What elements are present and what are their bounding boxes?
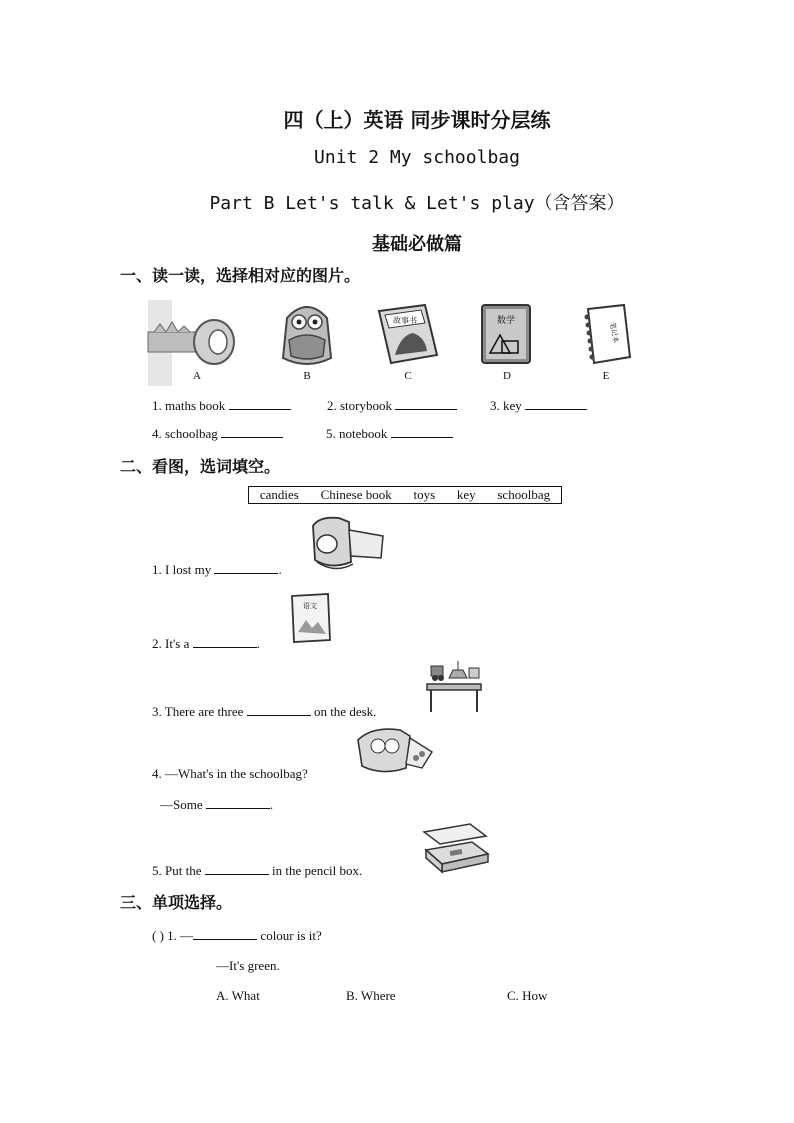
picture-letter-c: C xyxy=(404,370,412,382)
word-bank xyxy=(248,486,562,504)
s2-question-3: 3. There are three on the desk. xyxy=(152,704,377,719)
answer-blank[interactable] xyxy=(214,561,278,574)
s1-item-2: 2. storybook xyxy=(327,397,457,414)
answer-blank[interactable] xyxy=(193,635,257,648)
picture-letter-b: B xyxy=(303,370,311,382)
maths-book-icon xyxy=(480,303,534,365)
section2-heading: 二、看图，选词填空。 xyxy=(120,457,281,476)
answer-blank[interactable] xyxy=(247,703,311,716)
s2-question-2: 2. It's a . xyxy=(152,636,260,651)
answer-blank[interactable] xyxy=(205,862,269,875)
svg-text:故事书: 故事书 xyxy=(393,316,417,325)
schoolbag-icon xyxy=(305,516,385,572)
answer-blank[interactable] xyxy=(395,397,457,410)
section3-heading: 三、单项选择。 xyxy=(120,893,233,912)
picture-letter-e: E xyxy=(602,370,610,382)
answer-bracket[interactable]: ( ) xyxy=(152,928,164,943)
section1-heading: 一、读一读，选择相对应的图片。 xyxy=(120,266,361,285)
level-title: 基础必做篇 xyxy=(372,234,462,255)
svg-text:数学: 数学 xyxy=(496,316,516,326)
word-bank-item: toys xyxy=(413,487,436,502)
picture-letter-a: A xyxy=(193,370,201,382)
open-schoolbag-icon xyxy=(352,724,434,776)
s1-item-1: 1. maths book xyxy=(152,397,291,414)
s3-question-1: ( ) 1. — colour is it? xyxy=(152,928,322,943)
word-bank-item: key xyxy=(456,487,476,502)
s1-item-3: 3. key xyxy=(490,397,587,414)
s2-question-4: 4. —What's in the schoolbag? xyxy=(152,766,308,781)
s2-question-5: 5. Put the in the pencil box. xyxy=(152,863,363,878)
answer-blank[interactable] xyxy=(221,425,283,438)
answer-blank[interactable] xyxy=(229,397,291,410)
answer-blank[interactable] xyxy=(206,796,270,809)
svg-text:笔记本: 笔记本 xyxy=(608,321,620,344)
schoolbag-icon xyxy=(277,300,337,368)
notebook-icon xyxy=(578,303,634,365)
s1-item-4: 4. schoolbag xyxy=(152,425,283,442)
svg-text:语文: 语文 xyxy=(303,602,317,610)
unit-title: Unit 2 My schoolbag xyxy=(314,147,520,168)
answer-blank[interactable] xyxy=(525,397,587,410)
word-bank-item: schoolbag xyxy=(497,487,551,502)
word-bank-item: candies xyxy=(259,487,299,502)
part-title: Part B Let's talk & Let's play（含答案） xyxy=(209,193,625,214)
picture-letter-d: D xyxy=(503,370,511,382)
worksheet-title: 四（上）英语 同步课时分层练 xyxy=(283,108,551,132)
s3-question-1-reply: —It's green. xyxy=(216,958,280,973)
word-bank-item: Chinese book xyxy=(320,487,392,502)
pencil-box-icon xyxy=(420,822,492,876)
storybook-icon xyxy=(377,303,439,365)
option-a[interactable]: A. What xyxy=(216,988,260,1003)
s1-item-5: 5. notebook xyxy=(326,425,453,442)
s2-question-1: 1. I lost my . xyxy=(152,562,282,577)
option-b[interactable]: B. Where xyxy=(346,988,396,1003)
chinese-book-icon xyxy=(290,592,332,644)
toys-on-desk-icon xyxy=(423,658,485,714)
answer-blank[interactable] xyxy=(193,927,257,940)
option-c[interactable]: C. How xyxy=(507,988,548,1003)
answer-blank[interactable] xyxy=(391,425,453,438)
s2-question-4-answer: —Some . xyxy=(160,797,274,812)
